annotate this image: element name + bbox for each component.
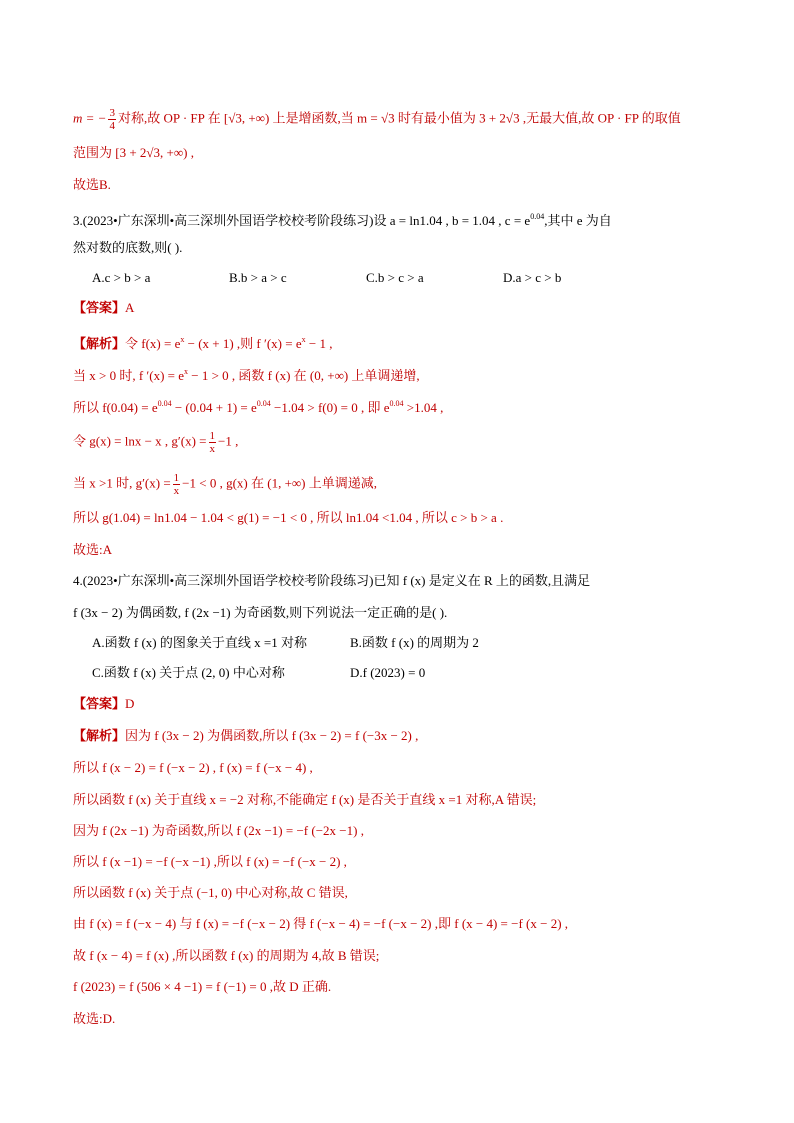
q3-stem-line-2: 然对数的底数,则( ).	[73, 240, 183, 255]
q3-analysis-line-5: 当 x >1 时, g′(x) = $\frac{1}{x}$ −1 < 0 , g(x) 在 (1, +∞) 上单调递减,	[73, 472, 378, 497]
q3-analysis-line-2: 当 x > 0 时, f $'(x) = e^x - 1 > 0$ , 函数 f (x) 在 (0, +∞) 上单调递增,	[73, 367, 420, 383]
q4-analysis-line-4: 因为 f (2x −1) 为奇函数,所以 f (2x −1) = −f (−2x −1) ,	[73, 823, 364, 838]
q4-option-d: D.f (2023) = 0	[350, 665, 426, 680]
q4-analysis-line-7: 由 f (x) = f (−x − 4) 与 f (x) = −f (−x − 2) 得 f (−x − 4) = −f (−x − 2) ,即 f (x − 4) = −f (x − 2) ,	[73, 916, 569, 931]
q3-answer: 【答案】A	[73, 300, 135, 315]
fraction: $\frac{1}{x}$	[209, 430, 216, 455]
q4-options-row-2	[92, 663, 425, 683]
q4-option-c: C.函数 f (x) 关于点 (2, 0) 中心对称	[92, 665, 285, 680]
fraction: $\frac{3}{4}$	[109, 107, 115, 132]
q3-analysis-line-1: 【解析】令 $f(x) = e^x - (x + 1)$ ,则 f $'(x) = e^x - 1$ ,	[73, 335, 333, 351]
q4-analysis-line-3: 所以函数 f (x) 关于直线 x = −2 对称,不能确定 f (x) 是否关于直线 x =1 对称,A 错误;	[73, 792, 537, 807]
q4-analysis-line-9: f (2023) = f (506 × 4 −1) = f (−1) = 0 ,故 D 正确.	[73, 979, 332, 994]
q3-analysis-line-6: 所以 g(1.04) = ln1.04 − 1.04 < g(1) = −1 < 0 , 所以 ln1.04 <1.04 , 所以 c > b > a .	[73, 510, 504, 525]
prev-solution-conclusion: 故选B.	[73, 177, 111, 192]
q3-option-d: D.a > c > b	[503, 270, 562, 285]
q3-analysis-line-3: 所以 $f(0.04) = e^{0.04} - (0.04 + 1) = e^{0.04} -1.04 > f(0) = 0$ , 即 $e^{0.04} >1.04$ ,	[73, 399, 444, 415]
q4-option-a: A.函数 f (x) 的图象关于直线 x =1 对称	[92, 635, 307, 650]
q4-analysis-line-1: 【解析】因为 f (3x − 2) 为偶函数,所以 f (3x − 2) = f (−3x − 2) ,	[73, 728, 419, 743]
fraction: $\frac{1}{x}$	[173, 472, 180, 497]
prev-solution-line-1: m = − $\frac{3}{4}$ 对称,故 OP · FP 在 [√3, +∞) 上是增函数,当 m = √3 时有最小值为 3 + 2√3 ,无最大值,故 OP · FP 的取值	[73, 107, 681, 132]
q4-stem-line-1: 4.(2023•广东深圳•高三深圳外国语学校校考阶段练习)已知 f (x) 是定义在 R 上的函数,且满足	[73, 573, 591, 588]
q4-analysis-line-5: 所以 f (x −1) = −f (−x −1) ,所以 f (x) = −f (−x − 2) ,	[73, 854, 347, 869]
prev-solution-line-2: 范围为 [3 + 2√3, +∞) ,	[73, 145, 194, 160]
q4-option-b: B.函数 f (x) 的周期为 2	[350, 635, 479, 650]
q4-analysis-line-2: 所以 f (x − 2) = f (−x − 2) , f (x) = f (−x − 4) ,	[73, 760, 313, 775]
q4-stem-line-2: f (3x − 2) 为偶函数, f (2x −1) 为奇函数,则下列说法一定正确的是( ).	[73, 605, 448, 620]
q4-analysis-line-6: 所以函数 f (x) 关于点 (−1, 0) 中心对称,故 C 错误,	[73, 885, 348, 900]
q3-stem-line-1: 3.(2023•广东深圳•高三深圳外国语学校校考阶段练习)设 a = ln1.04 , b = 1.04 , $c = e^{0.04}$,其中 e 为自	[73, 212, 612, 228]
q4-options-row-1	[92, 633, 479, 653]
q3-conclusion: 故选:A	[73, 542, 113, 557]
q4-analysis-line-8: 故 f (x − 4) = f (x) ,所以函数 f (x) 的周期为 4,故 B 错误;	[73, 948, 380, 963]
q4-conclusion: 故选:D.	[73, 1011, 116, 1026]
q3-options	[92, 268, 561, 288]
q3-option-b: B.b > a > c	[229, 270, 287, 285]
q3-analysis-line-4: 令 g(x) = lnx − x , g′(x) = $\frac{1}{x}$ −1 ,	[73, 430, 239, 455]
q3-option-c: C.b > c > a	[366, 270, 424, 285]
q4-answer: 【答案】D	[73, 696, 135, 711]
q3-option-a: A.c > b > a	[92, 270, 151, 285]
